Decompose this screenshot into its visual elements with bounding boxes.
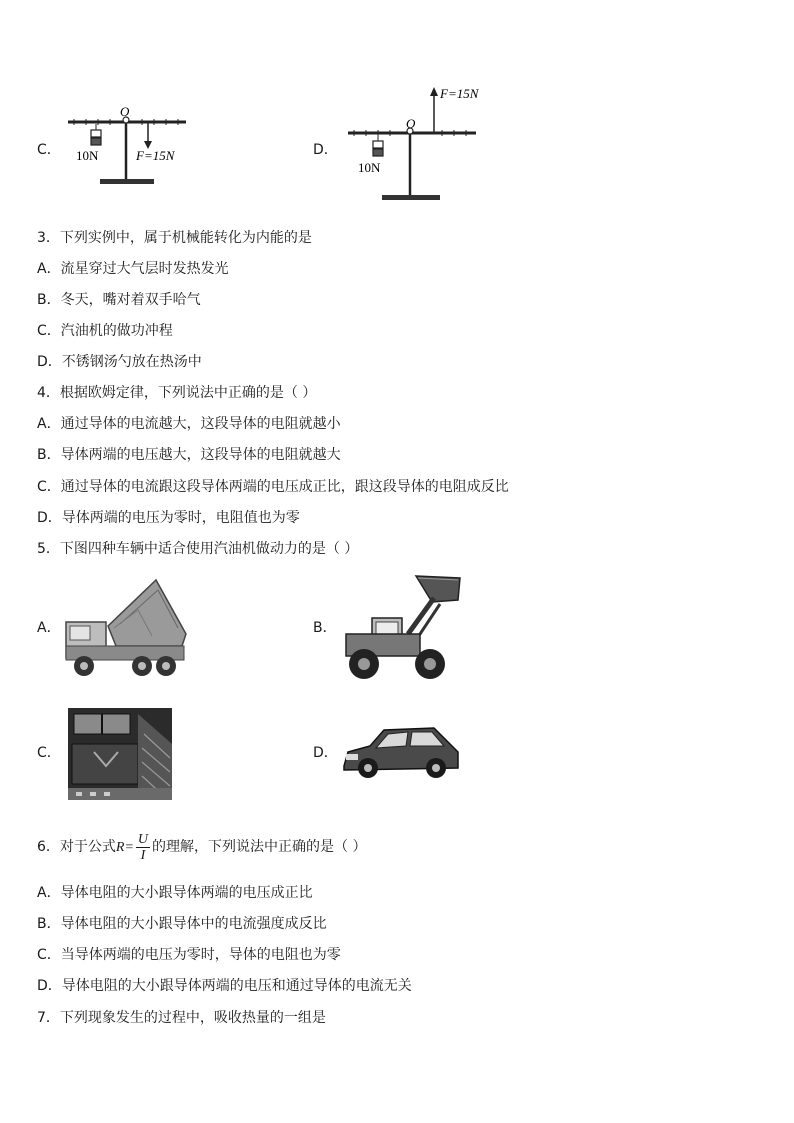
formula-denominator: I xyxy=(140,847,146,863)
wheel-loader-image xyxy=(338,574,464,684)
weight-block xyxy=(373,149,383,156)
q3-option-c: C．汽油机的做功冲程 xyxy=(37,323,173,339)
q5-option-b-label: B． xyxy=(313,620,337,636)
formula-lhs: R= xyxy=(115,840,134,855)
q6-option-d: D．导体电阻的大小跟导体两端的电压和通过导体的电流无关 xyxy=(37,978,412,994)
lever-figure-c xyxy=(62,102,192,188)
q7-stem: 7．下列现象发生的过程中，吸收热量的一组是 xyxy=(37,1010,326,1026)
q3-option-a: A．流星穿过大气层时发热发光 xyxy=(37,261,229,277)
weight-label: 10N xyxy=(76,148,99,163)
q6-option-c: C．当导体两端的电压为零时，导体的电阻也为零 xyxy=(37,947,341,963)
weight-block xyxy=(91,130,101,137)
q4-option-b: B．导体两端的电压越大，这段导体的电阻就越大 xyxy=(37,447,341,463)
force-label: F=15N xyxy=(136,148,175,163)
dump-truck-image xyxy=(62,576,188,680)
weight-block xyxy=(373,141,383,148)
diesel-locomotive-image xyxy=(66,704,174,804)
q5-stem: 5．下图四种车辆中适合使用汽油机做动力的是（ ） xyxy=(37,541,359,557)
weight-block xyxy=(91,138,101,145)
pivot-label: O xyxy=(406,116,416,131)
q6-stem xyxy=(37,831,367,864)
pivot-label: O xyxy=(120,104,130,119)
q4-option-d: D．导体两端的电压为零时，电阻值也为零 xyxy=(37,510,300,526)
q3-option-d: D．不锈钢汤勺放在热汤中 xyxy=(37,354,202,370)
q5-option-a-label: A． xyxy=(37,620,61,636)
q3-stem: 3．下列实例中，属于机械能转化为内能的是 xyxy=(37,230,312,246)
q6-stem-prefix: 6．对于公式 xyxy=(37,839,116,855)
weight-label: 10N xyxy=(358,160,381,175)
lever-figure-d xyxy=(344,82,494,206)
q4-option-c: C．通过导体的电流跟这段导体两端的电压成正比，跟这段导体的电阻成反比 xyxy=(37,479,509,495)
q4-option-a: A．通过导体的电流越大，这段导体的电阻就越小 xyxy=(37,416,341,432)
q6-option-a: A．导体电阻的大小跟导体两端的电压成正比 xyxy=(37,885,313,901)
q5-option-c-label: C． xyxy=(37,745,61,761)
formula-numerator: U xyxy=(137,831,149,847)
lever-base xyxy=(100,179,154,184)
force-label: F=15N xyxy=(440,86,479,101)
lever-base xyxy=(382,195,440,200)
q3-option-b: B．冬天，嘴对着双手哈气 xyxy=(37,292,201,308)
q4-stem: 4．根据欧姆定律，下列说法中正确的是（ ） xyxy=(37,385,317,401)
car-image xyxy=(340,724,462,782)
option-d-label: D． xyxy=(313,142,338,158)
option-c-label: C． xyxy=(37,142,61,158)
formula-fraction xyxy=(136,832,150,863)
q6-option-b: B．导体电阻的大小跟导体中的电流强度成反比 xyxy=(37,916,327,932)
q5-option-d-label: D． xyxy=(313,745,338,761)
q6-stem-suffix: 的理解，下列说法中正确的是（ ） xyxy=(152,839,367,855)
